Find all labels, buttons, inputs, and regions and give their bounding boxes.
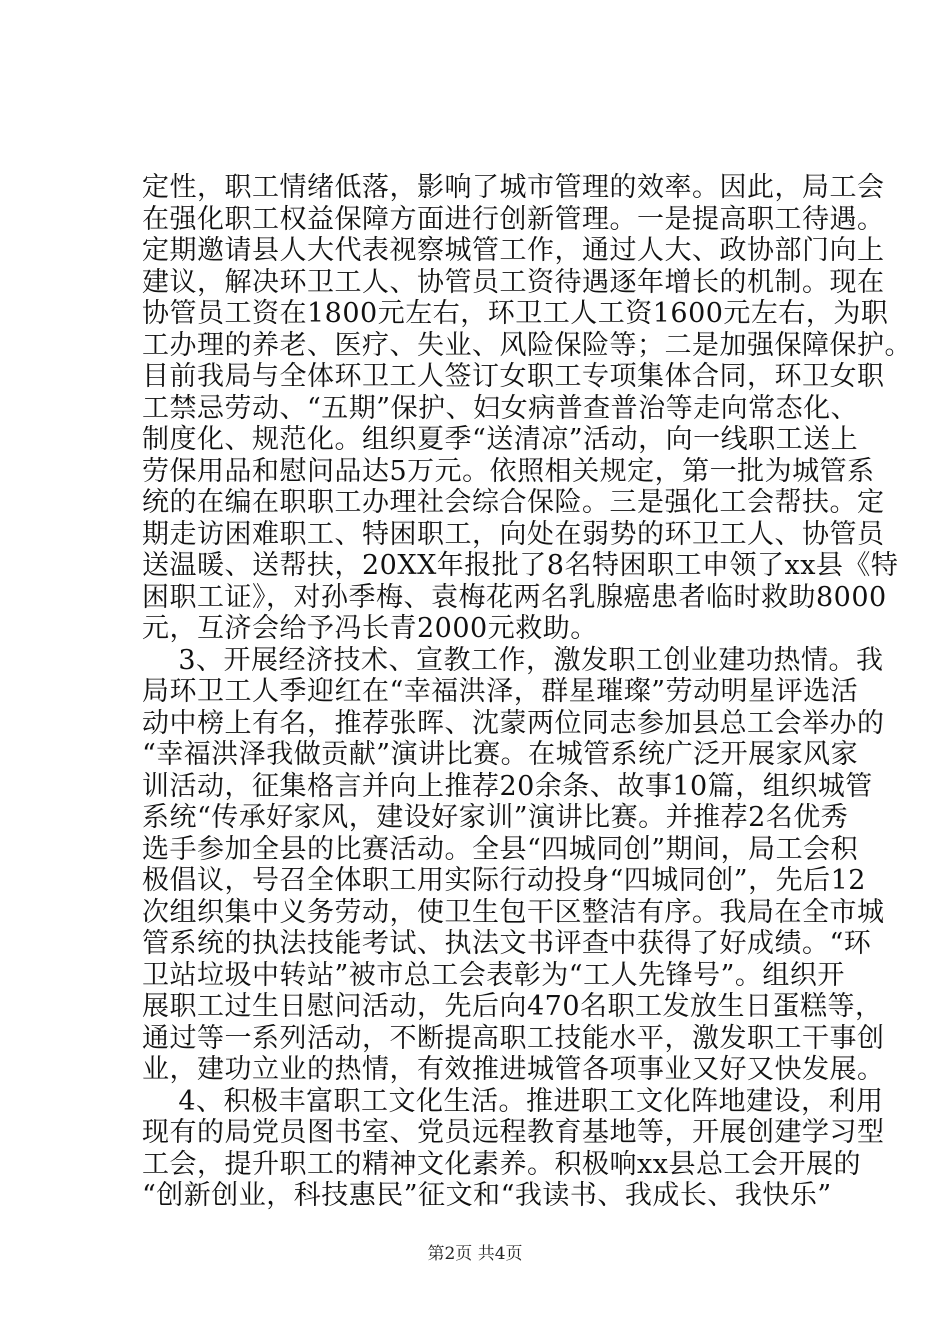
text-line: 工禁忌劳动、“五期”保护、妇女病普查普治等走向常态化、	[142, 392, 859, 424]
text-line: 现有的局党员图书室、党员远程教育基地等，开展创建学习型	[142, 1117, 885, 1148]
text-line: 定性，职工情绪低落，影响了城市管理的效率。因此，局工会	[142, 172, 885, 203]
text-line: 系统“传承好家风，建设好家训”演讲比赛。并推荐2名优秀	[142, 802, 849, 833]
text-line: 展职工过生日慰问活动，先后向470名职工发放生日蛋糕等，	[142, 991, 883, 1022]
text-line: 卫站垃圾中转站”被市总工会表彰为“工人先锋号”。组织开	[142, 959, 845, 991]
text-line: 目前我局与全体环卫工人签订女职工专项集体合同，环卫女职	[142, 361, 885, 392]
text-line: “幸福洪泽我做贡献”演讲比赛。在城管系统广泛开展家风家	[142, 739, 859, 770]
text-line: 极倡议，号召全体职工用实际行动投身“四城同创”，先后12	[142, 865, 866, 896]
text-line: 建议，解决环卫工人、协管员工资待遇逐年增长的机制。现在	[142, 266, 885, 298]
text-line: 选手参加全县的比赛活动。全县“四城同创”期间，局工会积	[142, 833, 859, 865]
text-line: 训活动，征集格言并向上推荐20余条、故事10篇，组织城管	[142, 770, 873, 802]
text-line: 通过等一系列活动，不断提高职工技能水平，激发职工干事创	[142, 1022, 885, 1054]
page-number-footer: 第2页 共4页	[427, 1244, 523, 1264]
paragraph-4-first-line: 4、积极丰富职工文化生活。推进职工文化阵地建设，利用	[142, 1085, 884, 1117]
text-line: 制度化、规范化。组织夏季“送清凉”活动，向一线职工送上	[142, 424, 859, 455]
text-line: 送温暖、送帮扶，20XX年报批了8名特困职工申领了xx县《特	[142, 550, 899, 581]
text-line: 统的在编在职职工办理社会综合保险。三是强化工会帮扶。定	[142, 487, 885, 518]
text-line: 定期邀请县人大代表视察城管工作，通过人大、政协部门向上	[142, 235, 885, 266]
text-line: 工办理的养老、医疗、失业、风险保险等；二是加强保障保护。	[142, 329, 912, 361]
text-line: 元，互济会给予冯长青2000元救助。	[142, 613, 598, 644]
text-line: 管系统的执法技能考试、执法文书评查中获得了好成绩。“环	[142, 928, 872, 959]
text-line: 劳保用品和慰问品达5万元。依照相关规定，第一批为城管系	[142, 455, 875, 487]
text-line: 工会，提升职工的精神文化素养。积极响xx县总工会开展的	[142, 1148, 861, 1180]
text-line: 在强化职工权益保障方面进行创新管理。一是提高职工待遇。	[142, 203, 885, 235]
text-line: “创新创业，科技惠民”征文和“我读书、我成长、我快乐”	[142, 1180, 832, 1211]
text-line: 协管员工资在1800元左右，环卫工人工资1600元左右，为职	[142, 298, 889, 329]
text-line: 动中榜上有名，推荐张晖、沈蒙两位同志参加县总工会举办的	[142, 707, 885, 739]
paragraph-3-first-line: 3、开展经济技术、宣教工作，激发职工创业建功热情。我	[142, 644, 884, 676]
text-line: 次组织集中义务劳动，使卫生包干区整洁有序。我局在全市城	[142, 896, 885, 928]
text-line: 局环卫工人季迎红在“幸福洪泽，群星璀璨”劳动明星评选活	[142, 676, 859, 707]
text-line: 业，建功立业的热情，有效推进城管各项事业又好又快发展。	[142, 1054, 885, 1085]
text-line: 困职工证》，对孙季梅、袁梅花两名乳腺癌患者临时救助8000	[142, 581, 887, 613]
text-line: 期走访困难职工、特困职工，向处在弱势的环卫工人、协管员	[142, 518, 885, 550]
